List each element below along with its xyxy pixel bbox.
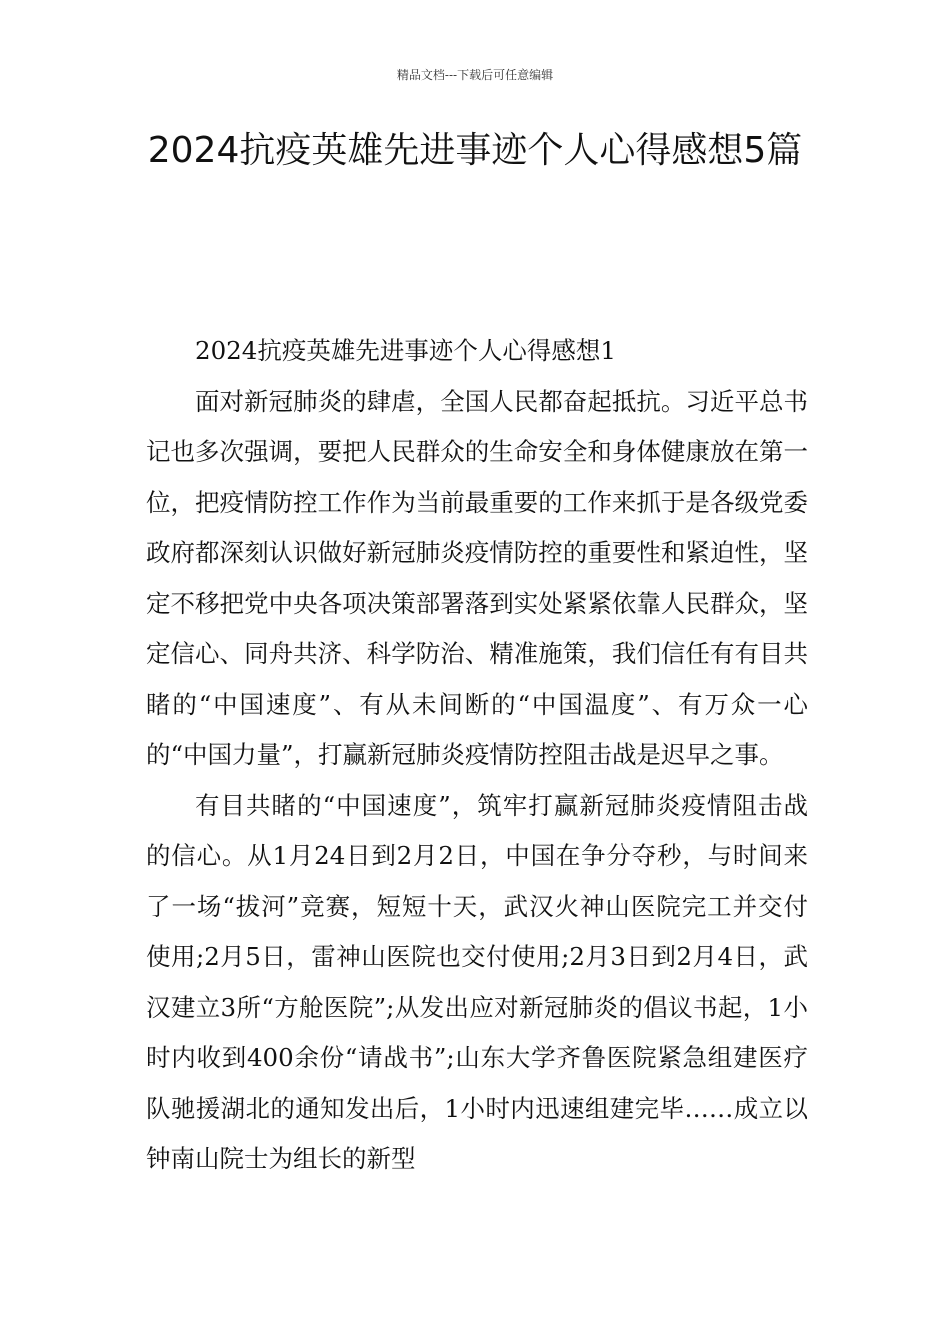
document-body (146, 326, 808, 1185)
body-paragraph-1: 面对新冠肺炎的肆虐，全国人民都奋起抵抗。习近平总书记也多次强调，要把人民群众的生命安全和身体健康放在第一位，把疫情防控工作作为当前最重要的工作来抓于是各级党委政府都深刻认识做好新冠肺炎疫情防控的重要性和紧迫性，坚定不移把党中央各项决策部署落到实处紧紧依靠人民群众，坚定信心、同舟共济、科学防治、精准施策，我们信任有有目共睹的“中国速度”、有从未间断的“中国温度”、有万众一心的“中国力量”，打赢新冠肺炎疫情防控阻击战是迟早之事。 (146, 386, 808, 769)
section-heading: 2024抗疫英雄先进事迹个人心得感想1 (195, 336, 616, 365)
body-paragraph-2: 有目共睹的“中国速度”，筑牢打赢新冠肺炎疫情阻击战的信心。从1月24日到2月2日，中国在争分夺秒，与时间来了一场“拔河”竞赛，短短十天，武汉火神山医院完工并交付使用;2月5日，雷神山医院也交付使用;2月3日到2月4日，武汉建立3所“方舱医院”;从发出应对新冠肺炎的倡议书起，1小时内收到400余份“请战书”;山东大学齐鲁医院紧急组建医疗队驰援湖北的通知发出后，1小时内迅速组建完毕……成立以钟南山院士为组长的新型 (146, 790, 808, 1173)
page-header-note: 精品文档---下载后可任意编辑 (396, 68, 554, 82)
document-title: 2024抗疫英雄先进事迹个人心得感想5篇 (147, 130, 803, 171)
